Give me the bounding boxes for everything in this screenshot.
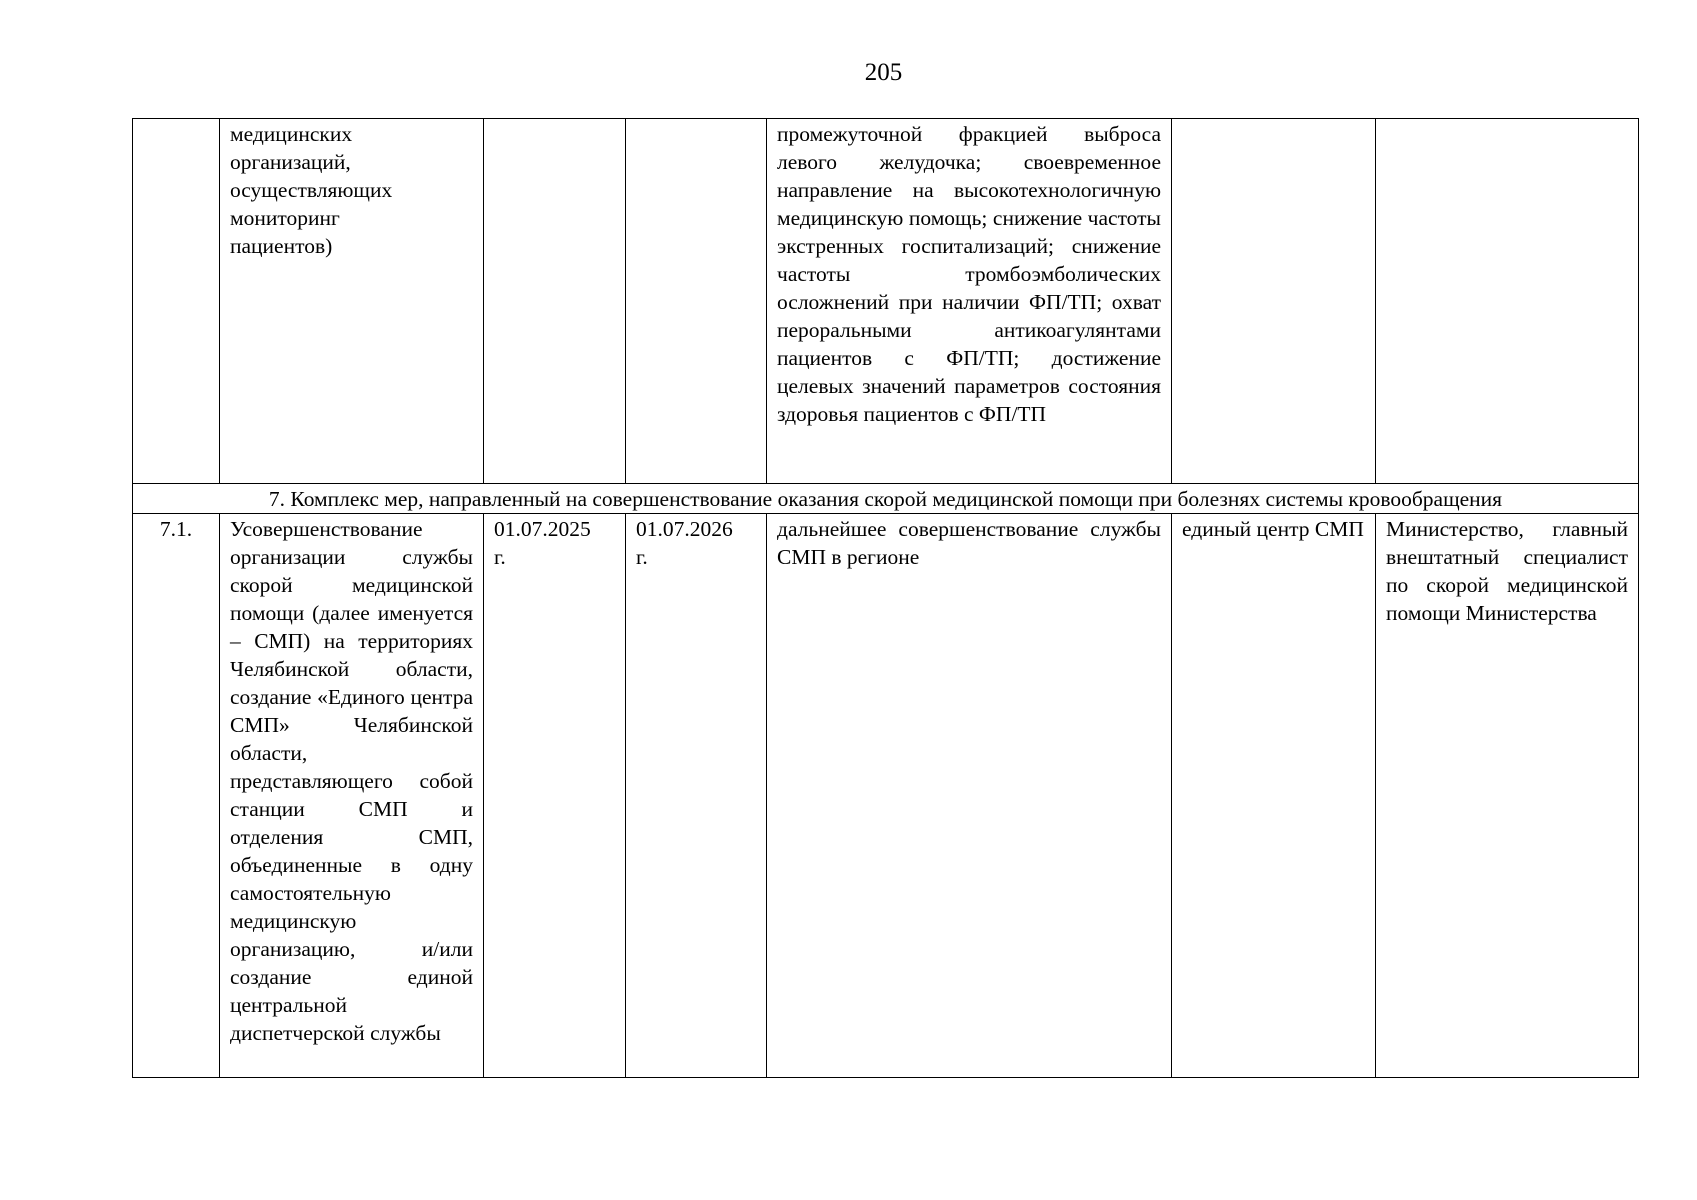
item-responsible: Министерство, главный внештатный специалист по скорой медицинской помощи Министерства xyxy=(1376,514,1639,1078)
item-end-date-cell xyxy=(626,514,767,1078)
item-name: Усовершенствование организации службы скорой медицинской помощи (далее именуется – СМП) на территориях Челябинской области, создание «Единого центра СМП» Челябинской области, представляющего собой станции СМП и отделения СМП, объединенные в одну самостоятельную медицинскую организацию, и/или создание единой центральной диспетчерской службы xyxy=(220,514,484,1078)
name-line: пациентов) xyxy=(230,234,333,258)
cell-name-continued xyxy=(220,119,484,484)
item-start-date-cell xyxy=(484,514,626,1078)
cell-indicator-continued xyxy=(1172,119,1376,484)
cell-number-continued xyxy=(133,119,220,484)
measures-table xyxy=(132,118,1639,1078)
cell-result-continued: промежуточной фракцией выброса левого желудочка; своевременное направление на высокотехнологичную медицинскую помощь; снижение частоты экстренных госпитализаций; снижение частоты тромбоэмболических осложнений при наличии ФП/ТП; охват пероральными антикоагулянтами пациентов с ФП/ТП; достижение целевых значений параметров состояния здоровья пациентов с ФП/ТП xyxy=(767,119,1172,484)
item-end-suffix: г. xyxy=(636,545,648,569)
name-line: осуществляющих xyxy=(230,178,393,202)
name-line: организаций, xyxy=(230,150,351,174)
page-number: 205 xyxy=(864,59,903,86)
section-heading-row xyxy=(133,484,1639,514)
cell-start-continued xyxy=(484,119,626,484)
table-row-continued xyxy=(133,119,1639,484)
cell-responsible-continued xyxy=(1376,119,1639,484)
item-end-date: 01.07.2026 xyxy=(636,517,733,541)
item-start-date: 01.07.2025 xyxy=(494,517,591,541)
item-number: 7.1. xyxy=(133,514,220,1078)
name-line: мониторинг xyxy=(230,206,340,230)
table-row-7-1 xyxy=(133,514,1639,1078)
section-title: 7. Комплекс мер, направленный на совершенствование оказания скорой медицинской помощи при болезнях системы кровообращения xyxy=(133,484,1639,514)
item-start-suffix: г. xyxy=(494,545,506,569)
cell-end-continued xyxy=(626,119,767,484)
item-result: дальнейшее совершенствование службы СМП в регионе xyxy=(767,514,1172,1078)
item-indicator: единый центр СМП xyxy=(1172,514,1376,1078)
name-line: медицинских xyxy=(230,122,353,146)
